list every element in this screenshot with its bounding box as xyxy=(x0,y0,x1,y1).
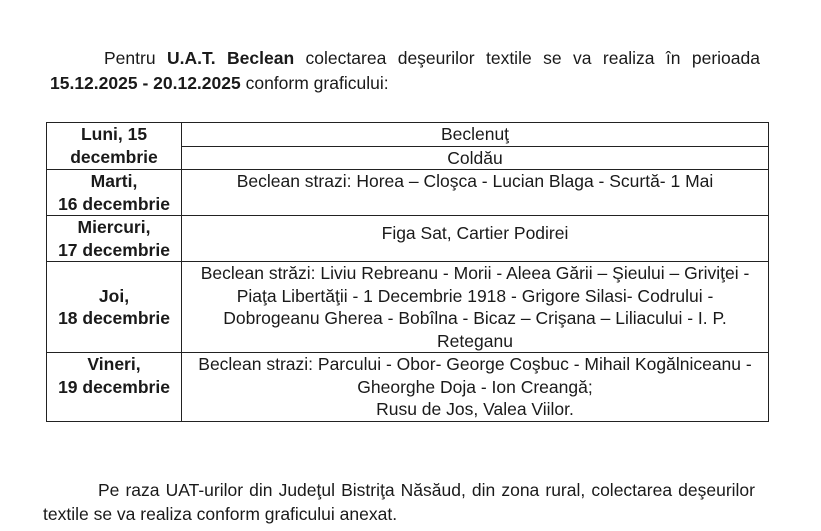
table-row xyxy=(47,353,769,422)
intro-line-2 xyxy=(50,73,389,93)
uat-name: U.A.T. Beclean xyxy=(166,48,295,68)
date-label: 16 decembrie xyxy=(58,193,170,214)
outro-line-1: Pe raza UAT-urilor din Judeţul Bistriţa Năsăud, din zona rural, colectarea deşeurilor xyxy=(98,480,755,500)
location-cell xyxy=(182,146,769,170)
table-row xyxy=(47,262,769,353)
location-text: Reteganu xyxy=(437,330,513,351)
location-text: Gheorghe Doja - Ion Creangă; xyxy=(357,376,593,397)
location-text: Beclean străzi: Liviu Rebreanu - Morii - Aleea Gării – Şieului – Griviţei - xyxy=(200,263,750,283)
table-row xyxy=(47,170,769,216)
location-text: Rusu de Jos, Valea Viilor. xyxy=(376,399,574,419)
table-row xyxy=(47,216,769,262)
outro-line-2: textile se va realiza conform graficului anexat. xyxy=(43,504,398,524)
intro-pre: Pentru xyxy=(104,48,167,68)
location-text: Beclean strazi: Horea – Cloşca - Lucian Blaga - Scurtă- 1 Mai xyxy=(236,171,714,191)
location-text: Coldău xyxy=(447,147,503,168)
location-cell xyxy=(182,216,769,262)
day-cell xyxy=(47,353,182,422)
location-text: Piaţa Libertăţii - 1 Decembrie 1918 - Grigore Silasi- Codrului - xyxy=(236,285,714,306)
location-text: Beclenuţ xyxy=(440,124,510,144)
day-label: Luni, 15 xyxy=(80,124,148,144)
location-text: Beclean strazi: Parcului - Obor- George Coşbuc - Mihail Kogălniceanu - xyxy=(198,354,752,374)
location-text: Figa Sat, Cartier Podirei xyxy=(381,223,569,243)
day-label: Joi, xyxy=(98,285,130,306)
intro-line-1 xyxy=(50,46,760,71)
date-label: decembrie xyxy=(70,146,158,167)
schedule-table xyxy=(46,122,769,422)
day-cell xyxy=(47,123,182,170)
day-label: Marti, xyxy=(90,171,138,191)
date-label: 19 decembrie xyxy=(58,376,170,397)
date-label: 18 decembrie xyxy=(58,308,170,328)
day-cell xyxy=(47,170,182,216)
day-label: Miercuri, xyxy=(77,217,151,237)
outro-paragraph xyxy=(43,478,755,526)
location-cell xyxy=(182,123,769,147)
location-cell xyxy=(182,170,769,216)
day-cell xyxy=(47,262,182,353)
intro-post: conform graficului: xyxy=(240,73,389,93)
date-label: 17 decembrie xyxy=(58,239,170,260)
location-cell xyxy=(182,353,769,422)
collection-period: 15.12.2025 - 20.12.2025 xyxy=(50,73,241,93)
day-cell xyxy=(47,216,182,262)
location-text: Dobrogeanu Gherea - Bobîlna - Bicaz – Crişana – Liliacului - I. P. xyxy=(223,308,727,328)
table-row xyxy=(47,123,769,147)
intro-mid: colectarea deşeurilor textile se va realiza în perioada xyxy=(294,48,760,68)
intro-paragraph xyxy=(50,46,760,96)
location-cell xyxy=(182,262,769,353)
day-label: Vineri, xyxy=(87,354,141,374)
